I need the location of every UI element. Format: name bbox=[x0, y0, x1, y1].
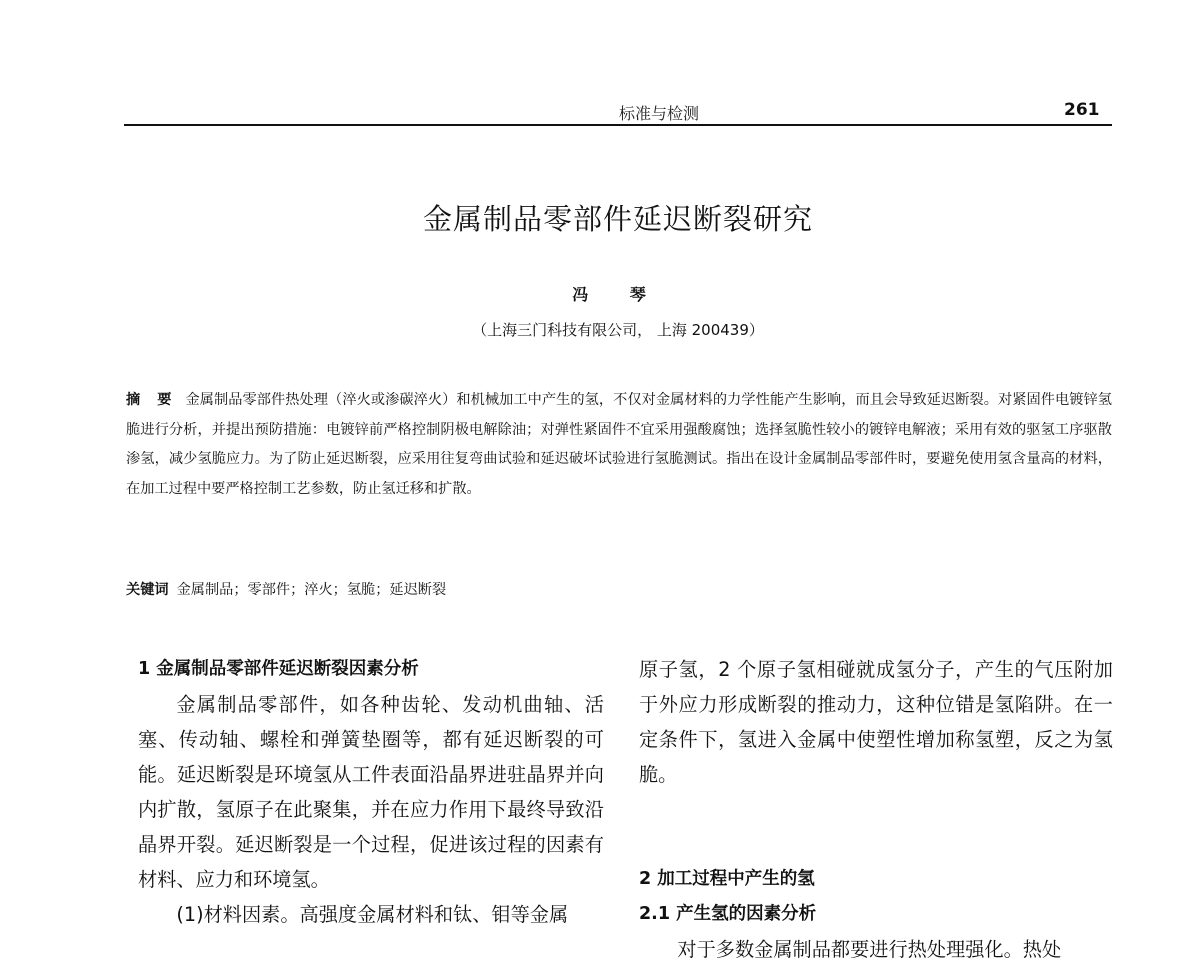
paragraph: 原子氢，2 个原子氢相碰就成氢分子，产生的气压附加于外应力形成断裂的推动力，这种位错是氢陷阱。在一定条件下，氢进入金属中使塑性增加称氢塑，反之为氢脆。 bbox=[639, 658, 1113, 786]
header-rule bbox=[124, 124, 1112, 126]
paragraph: 金属制品零部件，如各种齿轮、发动机曲轴、活塞、传动轴、螺栓和弹簧垫圈等，都有延迟断裂的可能。延迟断裂是环境氢从工件表面沿晶界进驻晶界并向内扩散，氢原子在此聚集，并在应力作用下最终导致沿晶界开裂。延迟断裂是一个过程，促进该过程的因素有材料、应力和环境氢。 bbox=[138, 693, 604, 891]
section-heading-2: 2 加工过程中产生的氢 bbox=[639, 869, 815, 889]
running-title: 标准与检测 bbox=[619, 104, 700, 123]
subsection-heading: 2.1 产生氢的因素分析 bbox=[639, 904, 817, 924]
abstract bbox=[126, 386, 1112, 504]
right-column bbox=[639, 652, 1113, 967]
keywords-text: 金属制品；零部件；淬火；氢脆；延迟断裂 bbox=[176, 582, 447, 598]
paper-title: 金属制品零部件延迟断裂研究 bbox=[422, 202, 813, 236]
author-name: 冯 琴 bbox=[572, 285, 664, 304]
author-affiliation: （上海三门科技有限公司， 上海 200439） bbox=[472, 321, 764, 339]
spacer bbox=[639, 792, 1113, 862]
section-heading-1: 1 金属制品零部件延迟断裂因素分析 bbox=[138, 659, 419, 679]
keywords-label: 关键词 bbox=[126, 582, 169, 598]
paragraph: (1)材料因素。高强度金属材料和钛、钼等金属 bbox=[176, 903, 569, 926]
left-column bbox=[138, 652, 604, 932]
keywords bbox=[126, 579, 446, 599]
abstract-label: 摘 要 bbox=[126, 392, 178, 408]
page-number: 261 bbox=[1064, 100, 1100, 120]
paragraph: 对于多数金属制品都要进行热处理强化。热处 bbox=[677, 938, 1062, 961]
abstract-text: 金属制品零部件热处理（淬火或渗碳淬火）和机械加工中产生的氢，不仅对金属材料的力学性能产生影响，而且会导致延迟断裂。对紧固件电镀锌氢脆进行分析，并提出预防措施：电镀锌前严格控制阴极电解除油；对弹性紧固件不宜采用强酸腐蚀；选择氢脆性较小的镀锌电解液；采用有效的驱氢工序驱散渗氢，减少氢脆应力。为了防止延迟断裂，应采用往复弯曲试验和延迟破坏试验进行氢脆测试。指出在设计金属制品零部件时，要避免使用氢含量高的材料，在加工过程中要严格控制工艺参数，防止氢迁移和扩散。 bbox=[126, 392, 1112, 497]
